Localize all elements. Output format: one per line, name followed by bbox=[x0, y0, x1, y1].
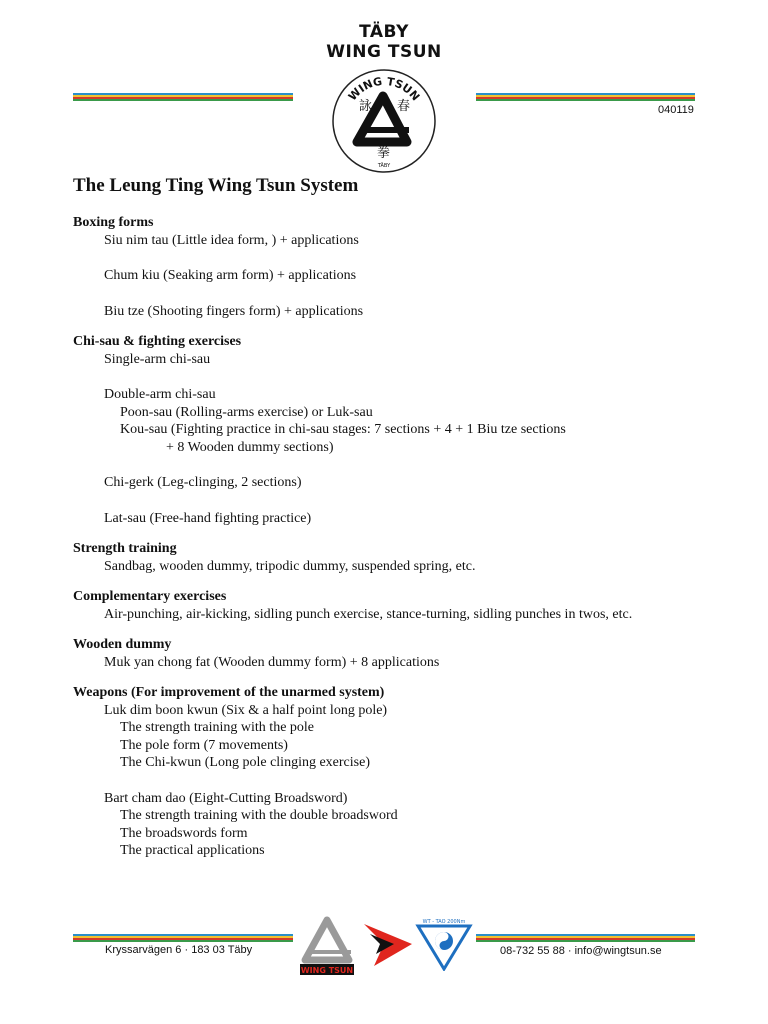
list-item: Double-arm chi-sau bbox=[104, 387, 216, 402]
document-title: The Leung Ting Wing Tsun System bbox=[73, 175, 359, 196]
list-item: Luk dim boon kwun (Six & a half point long pole) bbox=[104, 702, 388, 718]
sub-list-item: The strength training with the pole bbox=[120, 720, 315, 735]
list-item: Chi-gerk (Leg-clinging, 2 sections) bbox=[104, 475, 302, 490]
footer-logo-text: WING TSUN bbox=[300, 966, 354, 975]
sub-list-item: The Chi-kwun (Long pole clinging exercise) bbox=[120, 755, 370, 770]
section-heading-weapons: Weapons (For improvement of the unarmed system) bbox=[73, 685, 385, 700]
section-heading-complementary: Complementary exercises bbox=[73, 589, 227, 604]
wing-tsun-emblem bbox=[331, 68, 437, 174]
sub-list-item: Kou-sau (Fighting practice in chi-sau stages: 7 sections + 4 + 1 Biu tze sections bbox=[120, 422, 566, 437]
sub-list-item: The strength training with the double broadsword bbox=[120, 808, 398, 823]
list-item: Chum kiu (Seaking arm form) + applications bbox=[104, 268, 357, 283]
footer-address: Kryssarvägen 6 · 183 03 Täby bbox=[105, 944, 253, 956]
list-item: Biu tze (Shooting fingers form) + applications bbox=[104, 303, 364, 319]
list-item: Lat-sau (Free-hand fighting practice) bbox=[104, 510, 312, 526]
sub-list-item: The broadswords form bbox=[120, 825, 248, 841]
list-item: Muk yan chong fat (Wooden dummy form) + 8 applications bbox=[104, 654, 440, 670]
footer-stripes-right bbox=[476, 934, 695, 942]
wt-tao-logo-text: WT - TAO 200Nm bbox=[422, 919, 466, 925]
header-stripes-left bbox=[73, 93, 293, 101]
document-body bbox=[73, 214, 723, 860]
sub-list-item: Poon-sau (Rolling-arms exercise) or Luk-sau bbox=[120, 404, 373, 420]
list-item: Sandbag, wooden dummy, tripodic dummy, suspended spring, etc. bbox=[104, 558, 476, 574]
sub-list-item-continuation: + 8 Wooden dummy sections) bbox=[166, 439, 334, 455]
emblem-glyph-1: 詠 bbox=[359, 99, 373, 114]
wt-tao-logo bbox=[414, 915, 474, 971]
list-item: Siu nim tau (Little idea form, ) + applications bbox=[104, 232, 359, 248]
emblem-glyph-2: 春 bbox=[397, 99, 411, 114]
list-item: Bart cham dao (Eight-Cutting Broadsword) bbox=[104, 790, 348, 806]
section-heading-strength: Strength training bbox=[73, 541, 177, 556]
list-item: Air-punching, air-kicking, sidling punch exercise, stance-turning, sidling punches in twos, etc. bbox=[104, 606, 633, 622]
section-heading-boxing: Boxing forms bbox=[73, 215, 154, 230]
header-stripes-right bbox=[476, 93, 695, 101]
emblem-glyph-3: 拳 bbox=[377, 146, 391, 161]
footer-wing-tsun-logo bbox=[297, 914, 357, 980]
footer-stripes-left bbox=[73, 934, 293, 942]
sub-list-item: The practical applications bbox=[120, 843, 265, 858]
footer-contact: 08-732 55 88 · info@wingtsun.se bbox=[500, 945, 662, 957]
emblem-subtext: TÄBY bbox=[377, 163, 391, 169]
sub-list-item: The pole form (7 movements) bbox=[120, 737, 288, 753]
red-arrow-logo bbox=[360, 920, 414, 968]
emblem-arc-text: WING TSUN bbox=[345, 74, 423, 104]
document-number: 040119 bbox=[658, 104, 694, 116]
club-name-line1: TÄBY bbox=[359, 22, 409, 42]
list-item: Single-arm chi-sau bbox=[104, 351, 211, 367]
section-heading-chisau: Chi-sau & fighting exercises bbox=[73, 334, 242, 349]
section-heading-wooden-dummy: Wooden dummy bbox=[73, 637, 172, 652]
club-name-line2: WING TSUN bbox=[326, 42, 442, 62]
